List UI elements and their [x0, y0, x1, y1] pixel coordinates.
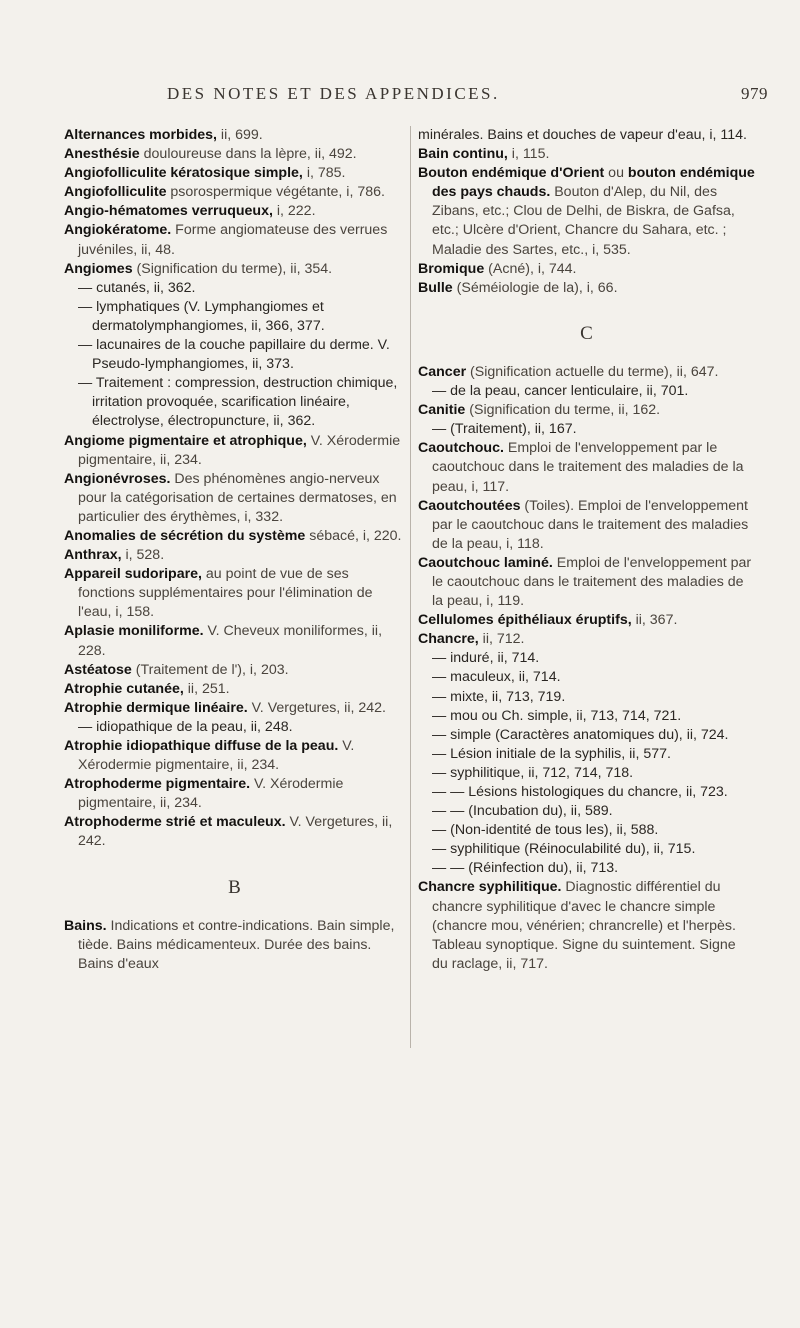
entry-keyword: Aplasie moniliforme. — [64, 623, 204, 640]
entry-reference: V. Xérodermie pigmentaire, ii, 234. — [78, 738, 355, 774]
entry-keyword: Angiokératome. — [64, 222, 172, 239]
entry-reference: (Traitement de l'), i, 203. — [131, 661, 289, 678]
index-entry — [64, 775, 405, 813]
entry-reference: ii, 699. — [216, 127, 263, 143]
entry-keyword: Appareil sudoripare, — [64, 566, 202, 583]
index-subentry: — syphilitique (Réinoculabilité du), ii, 715. — [432, 841, 696, 858]
entry-reference: au point de vue de ses fonctions supplémentaires pour l'élimination de l'eau, i, 158. — [78, 566, 373, 621]
index-entry — [418, 497, 755, 554]
index-entry — [64, 126, 405, 145]
entry-keyword-alt: bouton endémique des pays chauds. — [432, 165, 755, 201]
index-entry — [418, 363, 755, 382]
entry-keyword: Angiofolliculite kératosique simple, — [64, 165, 303, 182]
index-entry — [418, 279, 755, 298]
entry-reference: Forme angiomateuse des verrues juvéniles, ii, 48. — [78, 222, 388, 258]
index-entry — [64, 145, 405, 164]
index-entry — [64, 432, 405, 470]
entry-reference: psorospermique végétante, i, 786. — [166, 184, 385, 201]
index-subentry: — mixte, ii, 713, 719. — [432, 688, 566, 705]
page-number: 979 — [741, 84, 768, 103]
entry-reference: sébacé, i, 220. — [305, 527, 402, 544]
entry-reference: (Signification du terme), ii, 354. — [132, 260, 333, 277]
index-entry — [64, 470, 405, 527]
right-column — [418, 126, 755, 974]
index-entry — [64, 202, 405, 221]
section-letter: B — [228, 876, 241, 898]
index-entry — [64, 813, 405, 851]
entry-reference: douloureuse dans la lèpre, ii, 492. — [139, 146, 357, 163]
entry-keyword: Chancre, — [418, 631, 479, 648]
index-subentry: — lacunaires de la couche papillaire du derme. V. Pseudo-lymphangiomes, ii, 373. — [78, 337, 390, 373]
entry-keyword: Astéatose — [64, 661, 132, 678]
entry-keyword: Angiome pigmentaire et atrophique, — [64, 432, 307, 449]
entry-keyword: Canitie — [418, 402, 466, 419]
entry-reference-alt: Bouton d'Alep, du Nil, des Zibans, etc.; Clou de Delhi, de Biskra, de Gafsa, etc.; Ulcère d'Orient, Chancre du Sahara, etc. ; Maladie des Sartes, etc., i, 535. — [432, 184, 735, 258]
index-entry — [64, 737, 405, 775]
index-entry — [418, 164, 755, 259]
index-subentry: — — Lésions histologiques du chancre, ii, 723. — [432, 784, 728, 800]
index-subentry: — induré, ii, 714. — [432, 650, 540, 667]
index-entry — [64, 183, 405, 202]
entry-reference: Emploi de l'enveloppement par le caoutchouc dans le traitement des maladies de la peau, i, 117. — [432, 440, 744, 495]
entry-keyword: Anomalies de sécrétion du système — [64, 527, 306, 544]
index-subentry: — maculeux, ii, 714. — [432, 669, 561, 686]
index-subentry: — mou ou Ch. simple, ii, 713, 714, 721. — [432, 707, 682, 724]
entry-keyword: Chancre syphilitique. — [418, 879, 562, 896]
column-divider — [410, 126, 411, 1048]
entry-reference: V. Vergetures, ii, 242. — [247, 699, 386, 716]
index-entry — [418, 401, 755, 420]
entry-reference: ii, 367. — [631, 612, 678, 629]
section-letter: C — [580, 322, 593, 344]
index-entry — [418, 554, 755, 611]
index-entry — [418, 145, 755, 164]
index-subentry: — de la peau, cancer lenticulaire, ii, 701. — [432, 383, 689, 400]
entry-keyword: Alternances morbides, — [64, 127, 217, 143]
index-entry — [64, 661, 405, 680]
entry-keyword: Anesthésie — [64, 146, 140, 163]
index-entry — [418, 878, 755, 973]
entry-reference: Emploi de l'enveloppement par le caoutchouc dans le traitement des maladies de la peau, i, 119. — [432, 554, 752, 610]
entry-keyword: Angio-hématomes verruqueux, — [64, 203, 273, 220]
index-entry — [64, 260, 405, 279]
entry-keyword: Angionévroses. — [64, 470, 171, 487]
entry-keyword: Bouton endémique d'Orient — [418, 165, 605, 182]
index-subentry: — idiopathique de la peau, ii, 248. — [78, 718, 293, 735]
entry-reference: Des phénomènes angio-nerveux pour la catégorisation de certaines dermatoses, en particulier des érythèmes, i, 332. — [78, 470, 397, 525]
entry-reference: i, 115. — [507, 146, 550, 163]
index-entry — [64, 680, 405, 699]
entry-reference: V. Xérodermie pigmentaire, ii, 234. — [78, 776, 344, 812]
entry-keyword: Angiofolliculite — [64, 184, 167, 201]
entry-keyword: Bains. — [64, 917, 107, 934]
entry-reference: ou — [604, 165, 628, 182]
entry-keyword: Atrophie cutanée, — [64, 680, 184, 697]
entry-reference: (Séméiologie de la), i, 66. — [452, 279, 618, 296]
entry-keyword: Caoutchouc. — [418, 440, 504, 457]
entry-reference: V. Vergetures, ii, 242. — [78, 814, 393, 850]
entry-keyword: Anthrax, — [64, 547, 122, 564]
running-header — [0, 84, 800, 108]
index-entry — [418, 439, 755, 496]
entry-keyword: Atrophie dermique linéaire. — [64, 699, 248, 716]
entry-reference: (Acné), i, 744. — [484, 260, 577, 277]
index-subentry: — cutanés, ii, 362. — [78, 279, 196, 296]
index-subentry: — Traitement : compression, destruction chimique, irritation provoquée, scarification linéaire, électrolyse, électropuncture, ii, 362. — [78, 375, 398, 430]
entry-reference: ii, 712. — [478, 631, 525, 648]
entry-reference: ii, 251. — [183, 680, 230, 697]
entry-keyword: Bain continu, — [418, 146, 508, 163]
entry-reference: V. Cheveux moniliformes, ii, 228. — [78, 623, 383, 659]
entry-reference: Indications et contre-indications. Bain simple, tiède. Bains médicamenteux. Durée des bains. Bains d'eaux — [78, 917, 395, 972]
entry-keyword: Atrophie idiopathique diffuse de la peau. — [64, 738, 339, 754]
entry-keyword: Caoutchoutées — [418, 497, 521, 514]
entry-keyword: Atrophoderme pigmentaire. — [64, 776, 251, 793]
header-title: DES NOTES ET DES APPENDICES. — [167, 84, 500, 103]
entry-reference: (Toiles). Emploi de l'enveloppement par le caoutchouc dans le traitement des maladies de la peau, i, 118. — [432, 497, 749, 552]
index-entry — [64, 164, 405, 183]
index-entry — [64, 565, 405, 622]
index-subentry: — Lésion initiale de la syphilis, ii, 577. — [432, 745, 671, 762]
entry-keyword: Cancer — [418, 363, 467, 380]
index-subentry: — (Non-identité de tous les), ii, 588. — [432, 822, 659, 839]
entry-reference: V. Xérodermie pigmentaire, ii, 234. — [78, 432, 401, 468]
index-entry — [64, 699, 405, 718]
entry-keyword: Atrophoderme strié et maculeux. — [64, 814, 286, 831]
entry-keyword: Bulle — [418, 279, 453, 296]
index-subentry: — syphilitique, ii, 712, 714, 718. — [432, 764, 634, 781]
index-entry — [64, 221, 405, 259]
index-entry — [64, 622, 405, 660]
entry-keyword: Caoutchouc laminé. — [418, 554, 553, 571]
entry-reference: i, 528. — [121, 547, 165, 564]
left-column — [64, 126, 405, 974]
entry-keyword: Bromique — [418, 260, 485, 277]
index-subentry: — (Traitement), ii, 167. — [432, 421, 577, 438]
index-entry — [64, 527, 405, 546]
entry-reference: Diagnostic différentiel du chancre syphilitique d'avec le chancre simple (chancre mou, vénérien; chrancrelle) et l'herpès. Tableau synoptique. Signe du suintement. Signe du raclage, ii, 717. — [432, 879, 736, 972]
entry-reference: i, 785. — [302, 165, 346, 182]
entry-keyword: Cellulomes épithéliaux éruptifs, — [418, 612, 632, 629]
index-entry-continuation: minérales. Bains et douches de vapeur d'eau, i, 114. — [418, 127, 747, 143]
index-entry — [418, 260, 755, 279]
entry-reference: (Signification du terme, ii, 162. — [465, 402, 661, 419]
index-subentry: — lymphatiques (V. Lymphangiomes et dermatolymphangiomes, ii, 366, 377. — [78, 298, 325, 334]
index-subentry: — simple (Caractères anatomiques du), ii, 724. — [432, 726, 729, 743]
index-entry — [418, 611, 755, 630]
index-subentry: — — (Réinfection du), ii, 713. — [432, 860, 619, 877]
index-subentry: — — (Incubation du), ii, 589. — [432, 803, 613, 820]
index-entry — [64, 546, 405, 565]
entry-reference: (Signification actuelle du terme), ii, 647. — [466, 363, 719, 380]
entry-reference: i, 222. — [272, 203, 316, 220]
index-entry — [64, 917, 405, 974]
entry-keyword: Angiomes — [64, 260, 133, 277]
index-entry — [418, 630, 755, 649]
